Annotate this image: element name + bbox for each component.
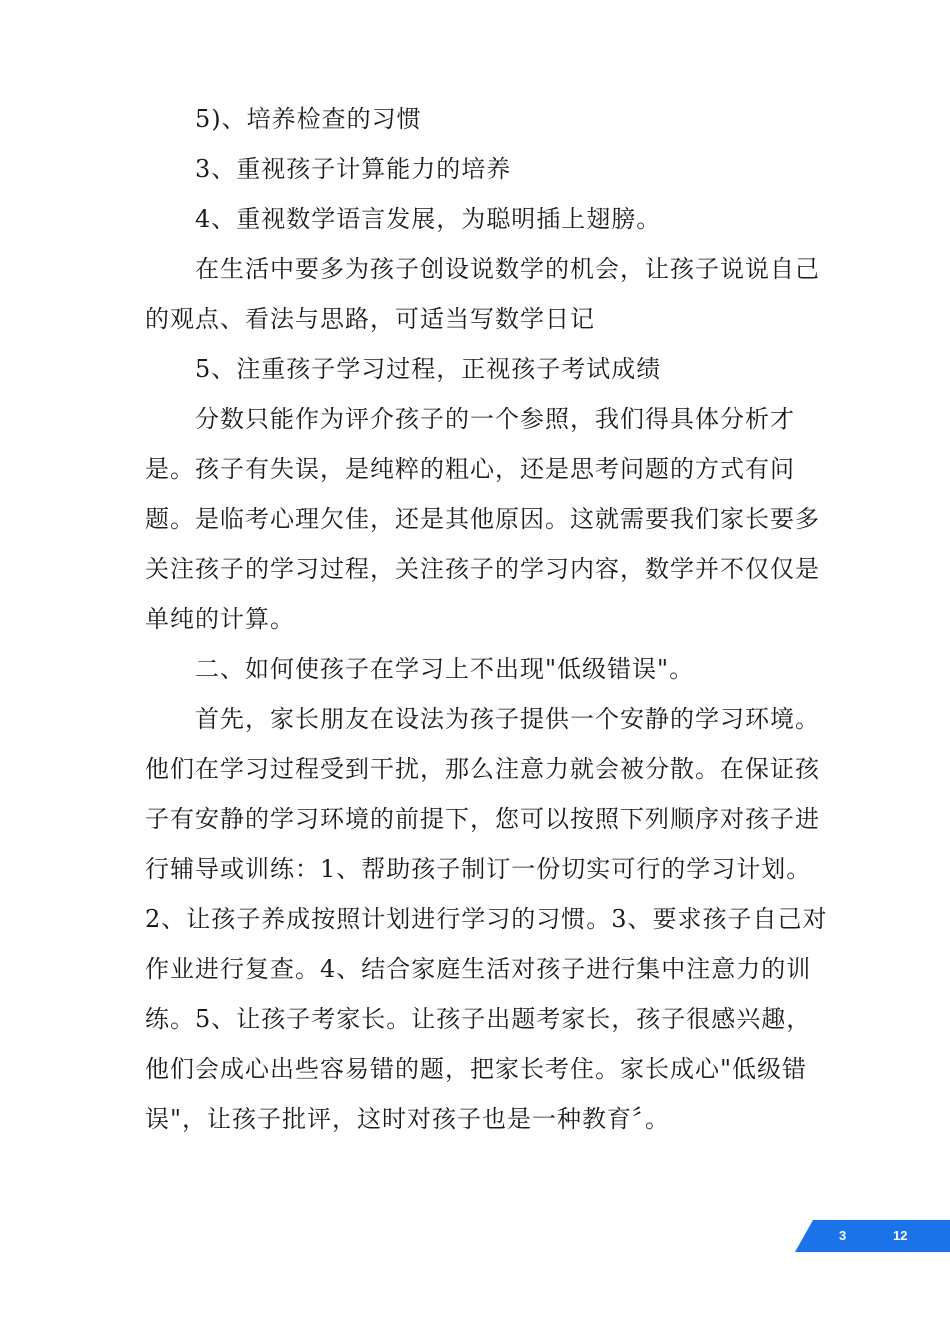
paragraph: 5)、培养检查的习惯: [195, 105, 422, 133]
document-body: [145, 94, 835, 1144]
paragraph: 首先，家长朋友在设法为孩子提供一个安静的学习环境。他们在学习过程受到干扰，那么注意力就会被分散。在保证孩子有安静的学习环境的前提下，您可以按照下列顺序对孩子进行辅导或训练：1、帮助孩子制订一份切实可行的学习计划。2、让孩子养成按照计划进行学习的习惯。3、要求孩子自己对作业进行复查。4、结合家庭生活对孩子进行集中注意力的训练。5、让孩子考家长。让孩子出题考家长，孩子很感兴趣，他们会成心出些容易错的题，把家长考住。家长成心"低级错误"，让孩子批评，这时对孩子也是一种教育〞。: [145, 705, 828, 1133]
paragraph: 4、重视数学语言发展，为聪明插上翅膀。: [195, 205, 662, 233]
paragraph: 5、注重孩子学习过程，正视孩子考试成绩: [195, 355, 662, 383]
footer-banner: [795, 1220, 950, 1252]
current-page-number: 3: [839, 1228, 847, 1243]
paragraph: 二、如何使孩子在学习上不出现"低级错误"。: [195, 655, 695, 683]
paragraph: 分数只能作为评介孩子的一个参照，我们得具体分析才是。孩子有失误，是纯粹的粗心，还是思考问题的方式有问题。是临考心理欠佳，还是其他原因。这就需要我们家长要多关注孩子的学习过程，关注孩子的学习内容，数学并不仅仅是单纯的计算。: [145, 405, 820, 633]
paragraph: 在生活中要多为孩子创设说数学的机会，让孩子说说自己的观点、看法与思路，可适当写数学日记: [145, 255, 820, 333]
total-pages-number: 12: [893, 1228, 908, 1243]
paragraph: 3、重视孩子计算能力的培养: [195, 155, 512, 183]
page-number-footer: [795, 1220, 950, 1252]
